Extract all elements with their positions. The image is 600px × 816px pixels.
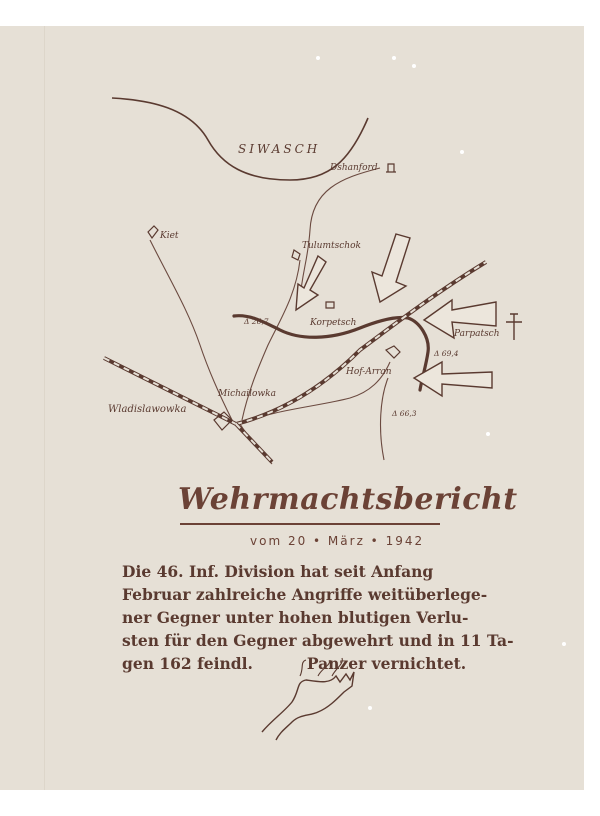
place-label-wladislawowka: Wladislawowka xyxy=(108,404,187,415)
report-line: gen 162 feindl. Panzer vernichtet. xyxy=(122,654,467,673)
place-label-kiet: Kiet xyxy=(160,231,179,241)
settlement-hof-arran xyxy=(386,346,400,358)
place-label-parpatsch: Parpatsch xyxy=(454,329,500,339)
height-marker-3: Δ 66,3 xyxy=(392,409,417,418)
report-text xyxy=(122,560,532,675)
church-cross-icon xyxy=(506,314,522,340)
place-label-korpetsch: Korpetsch xyxy=(310,318,357,328)
settlement-kiet xyxy=(148,226,158,238)
place-label-dshanford: Dshanford xyxy=(330,163,378,173)
report-line: Februar zahlreiche Angriffe weitüberlege- xyxy=(122,585,488,604)
height-marker-2: Δ 69,4 xyxy=(434,349,459,358)
road-south xyxy=(381,378,388,460)
attack-arrow-northeast xyxy=(372,234,410,302)
settlement-tulumtschok xyxy=(292,250,300,260)
settlement-korpetsch xyxy=(326,302,334,308)
title-underline xyxy=(180,523,440,525)
stag-emblem-icon xyxy=(262,672,354,740)
railway-east-dash xyxy=(236,262,486,424)
report-title: Wehrmachtsbericht xyxy=(178,482,518,517)
place-label-tulumtschok: Tulumtschok xyxy=(302,241,361,251)
report-date: vom 20 • März • 1942 xyxy=(250,534,425,548)
place-label-michailowka: Michailowka xyxy=(218,389,276,399)
place-label-hof-arran: Hof-Arran xyxy=(346,367,392,377)
report-line: sten für den Gegner abgewehrt und in 11 Ta- xyxy=(122,631,514,650)
report-line: ner Gegner unter hohen blutigen Verlu- xyxy=(122,608,469,627)
settlement-dshanford xyxy=(386,164,396,172)
attack-arrow-north xyxy=(296,256,326,310)
height-marker-1: Δ 26,7 xyxy=(244,317,269,326)
report-line: Die 46. Inf. Division hat seit Anfang xyxy=(122,562,434,581)
region-label-siwasch: SIWASCH xyxy=(238,142,321,156)
